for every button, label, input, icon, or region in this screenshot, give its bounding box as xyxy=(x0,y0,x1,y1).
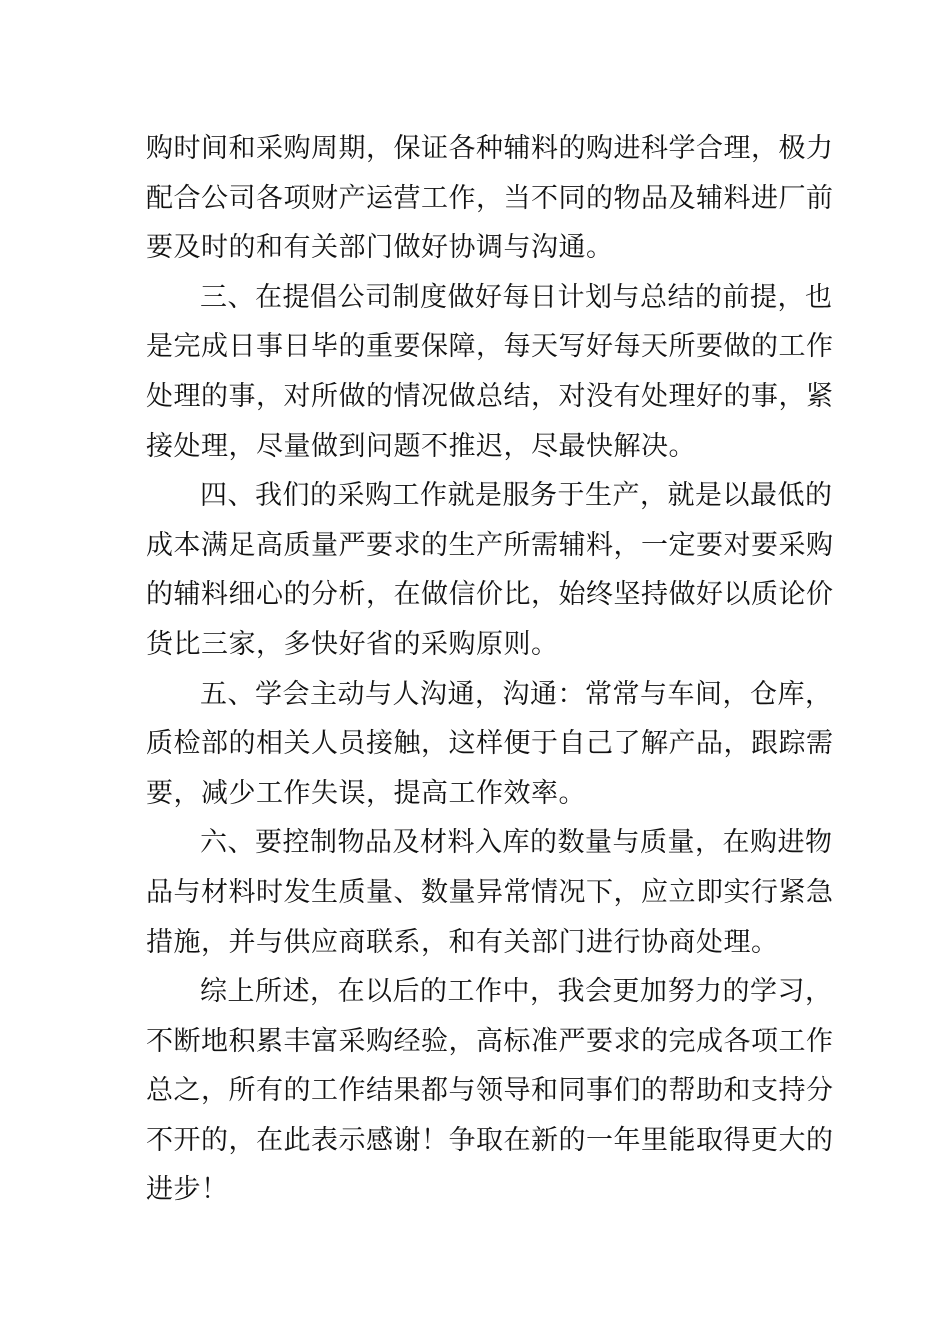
paragraph-line: 综上所述，在以后的工作中，我会更加努力的学习， xyxy=(200,976,833,1008)
paragraph-line: 要及时的和有关部门做好协调与沟通。 xyxy=(146,232,614,264)
paragraph-line: 的辅料细心的分析，在做信价比，始终坚持做好以质论价 xyxy=(146,579,834,611)
paragraph-line: 不开的，在此表示感谢！争取在新的一年里能取得更大的 xyxy=(146,1124,834,1156)
paragraph-line: 进步！ xyxy=(146,1174,229,1206)
paragraph-line: 质检部的相关人员接触，这样便于自己了解产品，跟踪需 xyxy=(146,728,834,760)
paragraph-line: 要，减少工作失误，提高工作效率。 xyxy=(146,777,586,809)
paragraph-line: 处理的事，对所做的情况做总结，对没有处理好的事，紧 xyxy=(146,380,834,412)
paragraph-line: 是完成日事日毕的重要保障，每天写好每天所要做的工作 xyxy=(146,331,834,363)
paragraph-line: 接处理，尽量做到问题不推迟，尽最快解决。 xyxy=(146,430,696,462)
paragraph-line: 不断地积累丰富采购经验，高标准严要求的完成各项工作 xyxy=(146,1025,834,1057)
paragraph-line: 成本满足高质量严要求的生产所需辅料，一定要对要采购 xyxy=(146,529,834,561)
paragraph-line: 措施，并与供应商联系，和有关部门进行协商处理。 xyxy=(146,926,779,958)
paragraph-line: 六、要控制物品及材料入库的数量与质量，在购进物 xyxy=(200,827,833,859)
paragraph-line: 货比三家，多快好省的采购原则。 xyxy=(146,628,559,660)
paragraph-line: 总之，所有的工作结果都与领导和同事们的帮助和支持分 xyxy=(146,1075,834,1107)
paragraph-line: 四、我们的采购工作就是服务于生产，就是以最低的 xyxy=(200,480,833,512)
paragraph-line: 品与材料时发生质量、数量异常情况下，应立即实行紧急 xyxy=(146,876,834,908)
paragraph-line: 购时间和采购周期，保证各种辅料的购进科学合理，极力 xyxy=(146,133,834,164)
paragraph-line: 三、在提倡公司制度做好每日计划与总结的前提，也 xyxy=(200,281,833,313)
paragraph-line: 配合公司各项财产运营工作，当不同的物品及辅料进厂前 xyxy=(146,182,834,214)
document-body xyxy=(146,124,834,1215)
paragraph-line: 五、学会主动与人沟通，沟通：常常与车间，仓库， xyxy=(200,678,833,710)
